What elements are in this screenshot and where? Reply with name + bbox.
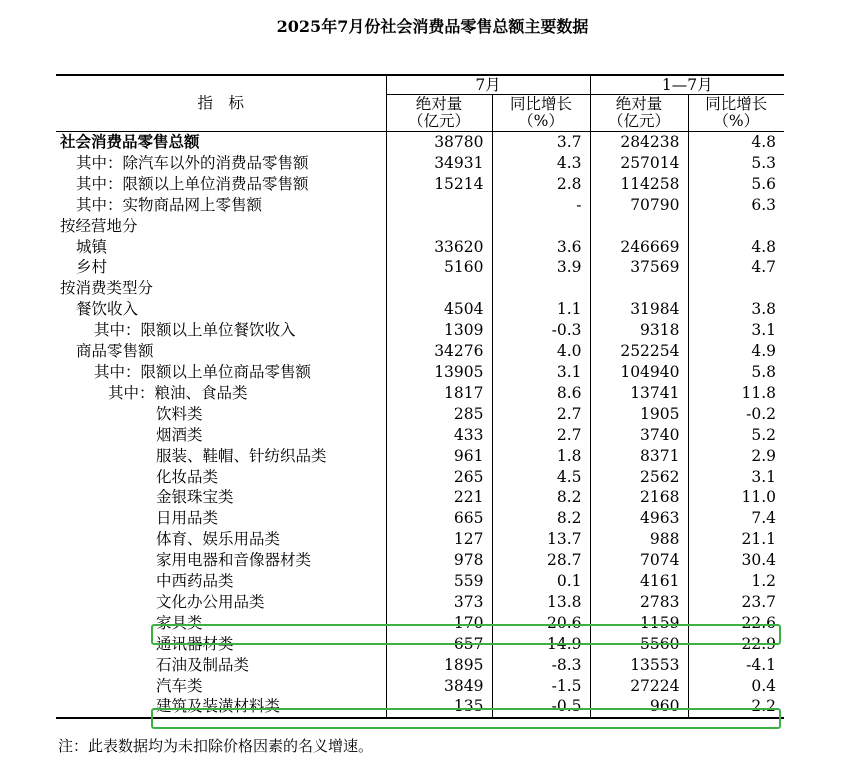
row-label: 其中：限额以上单位餐饮收入 <box>94 321 296 340</box>
month-yoy-value: 8.6 <box>492 383 590 404</box>
highlight-box-building-materials <box>151 708 781 729</box>
month-abs-value: 33620 <box>386 237 492 258</box>
ytd-abs-header <box>590 95 688 132</box>
ytd-yoy-value: 3.8 <box>688 299 784 320</box>
abs-label: 绝对量 <box>615 95 663 113</box>
month-yoy-value: 4.3 <box>492 153 590 174</box>
month-abs-value <box>386 216 492 237</box>
ytd-yoy-value: 3.1 <box>688 467 784 488</box>
month-yoy-value: 3.1 <box>492 362 590 383</box>
month-abs-value: 135 <box>386 696 492 718</box>
row-label: 其中：除汽车以外的消费品零售额 <box>76 153 309 172</box>
table-row <box>56 529 784 550</box>
row-label: 饮料类 <box>156 404 203 423</box>
ytd-abs-value: 2783 <box>590 592 688 613</box>
month-yoy-value: -8.3 <box>492 655 590 676</box>
month-abs-value: 34276 <box>386 341 492 362</box>
table-row <box>56 676 784 697</box>
month-abs-value: 3849 <box>386 676 492 697</box>
row-label: 家用电器和音像器材类 <box>156 551 312 570</box>
ytd-yoy-value: 4.8 <box>688 132 784 153</box>
table-row <box>56 508 784 529</box>
ytd-yoy-value: 2.2 <box>688 696 784 718</box>
month-abs-value: 1895 <box>386 655 492 676</box>
table-row <box>56 341 784 362</box>
row-label: 按经营地分 <box>60 216 138 235</box>
month-yoy-value: 13.8 <box>492 592 590 613</box>
month-abs-value: 127 <box>386 529 492 550</box>
table-row <box>56 216 784 237</box>
retail-sales-table <box>56 74 784 719</box>
row-label: 金银珠宝类 <box>156 488 234 507</box>
month-abs-value: 1817 <box>386 383 492 404</box>
table-row <box>56 132 784 153</box>
ytd-yoy-value: -0.2 <box>688 404 784 425</box>
month-abs-value: 15214 <box>386 174 492 195</box>
month-yoy-value: 1.8 <box>492 446 590 467</box>
ytd-yoy-value: 7.4 <box>688 508 784 529</box>
month-yoy-value <box>492 216 590 237</box>
ytd-yoy-value: 22.9 <box>688 634 784 655</box>
ytd-abs-value: 3740 <box>590 425 688 446</box>
ytd-yoy-value: 30.4 <box>688 550 784 571</box>
row-label: 体育、娱乐用品类 <box>156 530 281 549</box>
row-label: 化妆品类 <box>156 467 219 486</box>
yoy-unit: （%） <box>713 112 760 130</box>
month-yoy-value: 3.6 <box>492 237 590 258</box>
month-abs-value: 34931 <box>386 153 492 174</box>
ytd-yoy-value: 5.8 <box>688 362 784 383</box>
indicator-header-label: 指 标 <box>197 94 244 112</box>
row-label: 社会消费品零售总额 <box>60 132 200 151</box>
abs-label: 绝对量 <box>415 95 463 113</box>
row-label: 汽车类 <box>156 676 203 695</box>
row-label: 建筑及装潢材料类 <box>56 696 386 718</box>
ytd-yoy-value: 11.8 <box>688 383 784 404</box>
table-row <box>56 404 784 425</box>
month-abs-value: 4504 <box>386 299 492 320</box>
table-row <box>56 592 784 613</box>
table-row <box>56 362 784 383</box>
table-row <box>56 446 784 467</box>
month-yoy-value: 20.6 <box>492 613 590 634</box>
month-yoy-value: -0.5 <box>492 696 590 718</box>
ytd-abs-value: 1159 <box>590 613 688 634</box>
ytd-abs-value: 31984 <box>590 299 688 320</box>
ytd-yoy-value: 11.0 <box>688 487 784 508</box>
ytd-abs-value <box>590 216 688 237</box>
month-abs-value <box>386 195 492 216</box>
ytd-abs-value: 960 <box>590 696 688 718</box>
ytd-yoy-value: 6.3 <box>688 195 784 216</box>
row-label: 城镇 <box>76 237 108 256</box>
month-abs-value: 978 <box>386 550 492 571</box>
month-abs-value: 373 <box>386 592 492 613</box>
yoy-label: 同比增长 <box>509 95 572 113</box>
month-yoy-value: 28.7 <box>492 550 590 571</box>
month-group-header: 7月 <box>386 75 590 95</box>
month-yoy-value: -0.3 <box>492 320 590 341</box>
month-abs-value: 221 <box>386 487 492 508</box>
row-label: 餐饮收入 <box>76 300 139 319</box>
ytd-yoy-value: 4.8 <box>688 237 784 258</box>
ytd-yoy-value: 5.2 <box>688 425 784 446</box>
ytd-yoy-value: 23.7 <box>688 592 784 613</box>
ytd-abs-value: 4161 <box>590 571 688 592</box>
row-label: 乡村 <box>76 258 108 277</box>
month-abs-value: 559 <box>386 571 492 592</box>
page-title: 2025年7月份社会消费品零售总额主要数据 <box>276 17 589 36</box>
row-label: 日用品类 <box>156 509 219 528</box>
table-row <box>56 237 784 258</box>
ytd-abs-value: 37569 <box>590 257 688 278</box>
ytd-abs-value: 284238 <box>590 132 688 153</box>
ytd-yoy-value: 2.9 <box>688 446 784 467</box>
month-yoy-value: 14.9 <box>492 634 590 655</box>
ytd-abs-value: 1905 <box>590 404 688 425</box>
highlight-box-furniture <box>151 624 781 645</box>
ytd-yoy-value <box>688 278 784 299</box>
month-yoy-value <box>492 278 590 299</box>
row-label: 其中：实物商品网上零售额 <box>76 195 263 214</box>
row-label: 按消费类型分 <box>60 279 154 298</box>
table-row <box>56 467 784 488</box>
table-row <box>56 153 784 174</box>
ytd-yoy-value: -4.1 <box>688 655 784 676</box>
row-label: 其中：限额以上单位商品零售额 <box>94 362 312 381</box>
month-abs-value: 13905 <box>386 362 492 383</box>
month-abs-value: 433 <box>386 425 492 446</box>
ytd-abs-value: 27224 <box>590 676 688 697</box>
row-label: 文化办公用品类 <box>156 592 265 611</box>
month-yoy-value: 3.9 <box>492 257 590 278</box>
table-row <box>56 320 784 341</box>
ytd-abs-value: 4963 <box>590 508 688 529</box>
ytd-yoy-value: 22.6 <box>688 613 784 634</box>
month-abs-value: 285 <box>386 404 492 425</box>
row-label: 其中：粮油、食品类 <box>108 383 248 402</box>
ytd-yoy-value: 21.1 <box>688 529 784 550</box>
ytd-yoy-value <box>688 216 784 237</box>
ytd-abs-value: 252254 <box>590 341 688 362</box>
table-row <box>56 174 784 195</box>
month-yoy-value: 4.0 <box>492 341 590 362</box>
month-abs-value <box>386 278 492 299</box>
ytd-abs-value: 8371 <box>590 446 688 467</box>
ytd-yoy-value: 3.1 <box>688 320 784 341</box>
row-label: 石油及制品类 <box>156 655 250 674</box>
month-yoy-value: 8.2 <box>492 487 590 508</box>
table-row <box>56 278 784 299</box>
yoy-label: 同比增长 <box>705 95 768 113</box>
ytd-abs-value: 114258 <box>590 174 688 195</box>
ytd-abs-value: 2168 <box>590 487 688 508</box>
ytd-abs-value: 257014 <box>590 153 688 174</box>
ytd-yoy-header <box>688 95 784 132</box>
ytd-abs-value: 104940 <box>590 362 688 383</box>
month-abs-value: 961 <box>386 446 492 467</box>
month-yoy-value: 8.2 <box>492 508 590 529</box>
table-row <box>56 383 784 404</box>
ytd-abs-value <box>590 278 688 299</box>
ytd-yoy-value: 1.2 <box>688 571 784 592</box>
month-abs-header <box>386 95 492 132</box>
abs-unit: （亿元） <box>607 112 670 130</box>
ytd-yoy-value: 5.3 <box>688 153 784 174</box>
month-yoy-value: 4.5 <box>492 467 590 488</box>
table-row <box>56 550 784 571</box>
month-abs-value: 265 <box>386 467 492 488</box>
month-abs-value: 1309 <box>386 320 492 341</box>
row-label: 商品零售额 <box>76 342 154 361</box>
row-label: 通讯器材类 <box>156 634 234 653</box>
month-yoy-value: -1.5 <box>492 676 590 697</box>
month-yoy-value: 2.7 <box>492 404 590 425</box>
ytd-abs-value: 9318 <box>590 320 688 341</box>
row-label: 其中：限额以上单位消费品零售额 <box>76 174 309 193</box>
ytd-abs-value: 2562 <box>590 467 688 488</box>
row-label: 中西药品类 <box>156 572 234 591</box>
ytd-yoy-value: 4.7 <box>688 257 784 278</box>
month-abs-value: 657 <box>386 634 492 655</box>
abs-unit: （亿元） <box>407 112 470 130</box>
row-label: 烟酒类 <box>156 425 203 444</box>
table-row <box>56 571 784 592</box>
ytd-yoy-value: 0.4 <box>688 676 784 697</box>
footnote: 注：此表数据均为未扣除价格因素的名义增速。 <box>58 737 374 755</box>
table-row <box>56 257 784 278</box>
yoy-unit: （%） <box>518 112 564 130</box>
ytd-abs-value: 13553 <box>590 655 688 676</box>
table-row <box>56 195 784 216</box>
ytd-abs-value: 13741 <box>590 383 688 404</box>
row-label: 服装、鞋帽、针纺织品类 <box>156 446 327 465</box>
ytd-abs-value: 246669 <box>590 237 688 258</box>
table-row <box>56 487 784 508</box>
ytd-yoy-value: 4.9 <box>688 341 784 362</box>
table-row <box>56 655 784 676</box>
ytd-abs-value: 988 <box>590 529 688 550</box>
ytd-abs-value: 5560 <box>590 634 688 655</box>
month-abs-value: 665 <box>386 508 492 529</box>
month-yoy-value: 2.7 <box>492 425 590 446</box>
indicator-header <box>56 75 386 132</box>
table-row <box>56 299 784 320</box>
month-yoy-header <box>492 95 590 132</box>
table-row <box>56 425 784 446</box>
month-abs-value: 170 <box>386 613 492 634</box>
ytd-group-header: 1—7月 <box>590 75 784 95</box>
month-yoy-value: 2.8 <box>492 174 590 195</box>
month-abs-value: 38780 <box>386 132 492 153</box>
row-label: 家具类 <box>156 613 203 632</box>
month-yoy-value: 1.1 <box>492 299 590 320</box>
ytd-abs-value: 70790 <box>590 195 688 216</box>
month-yoy-value: 13.7 <box>492 529 590 550</box>
ytd-yoy-value: 5.6 <box>688 174 784 195</box>
ytd-abs-value: 7074 <box>590 550 688 571</box>
month-yoy-value: 0.1 <box>492 571 590 592</box>
month-yoy-value: 3.7 <box>492 132 590 153</box>
month-abs-value: 5160 <box>386 257 492 278</box>
month-yoy-value: - <box>492 195 590 216</box>
